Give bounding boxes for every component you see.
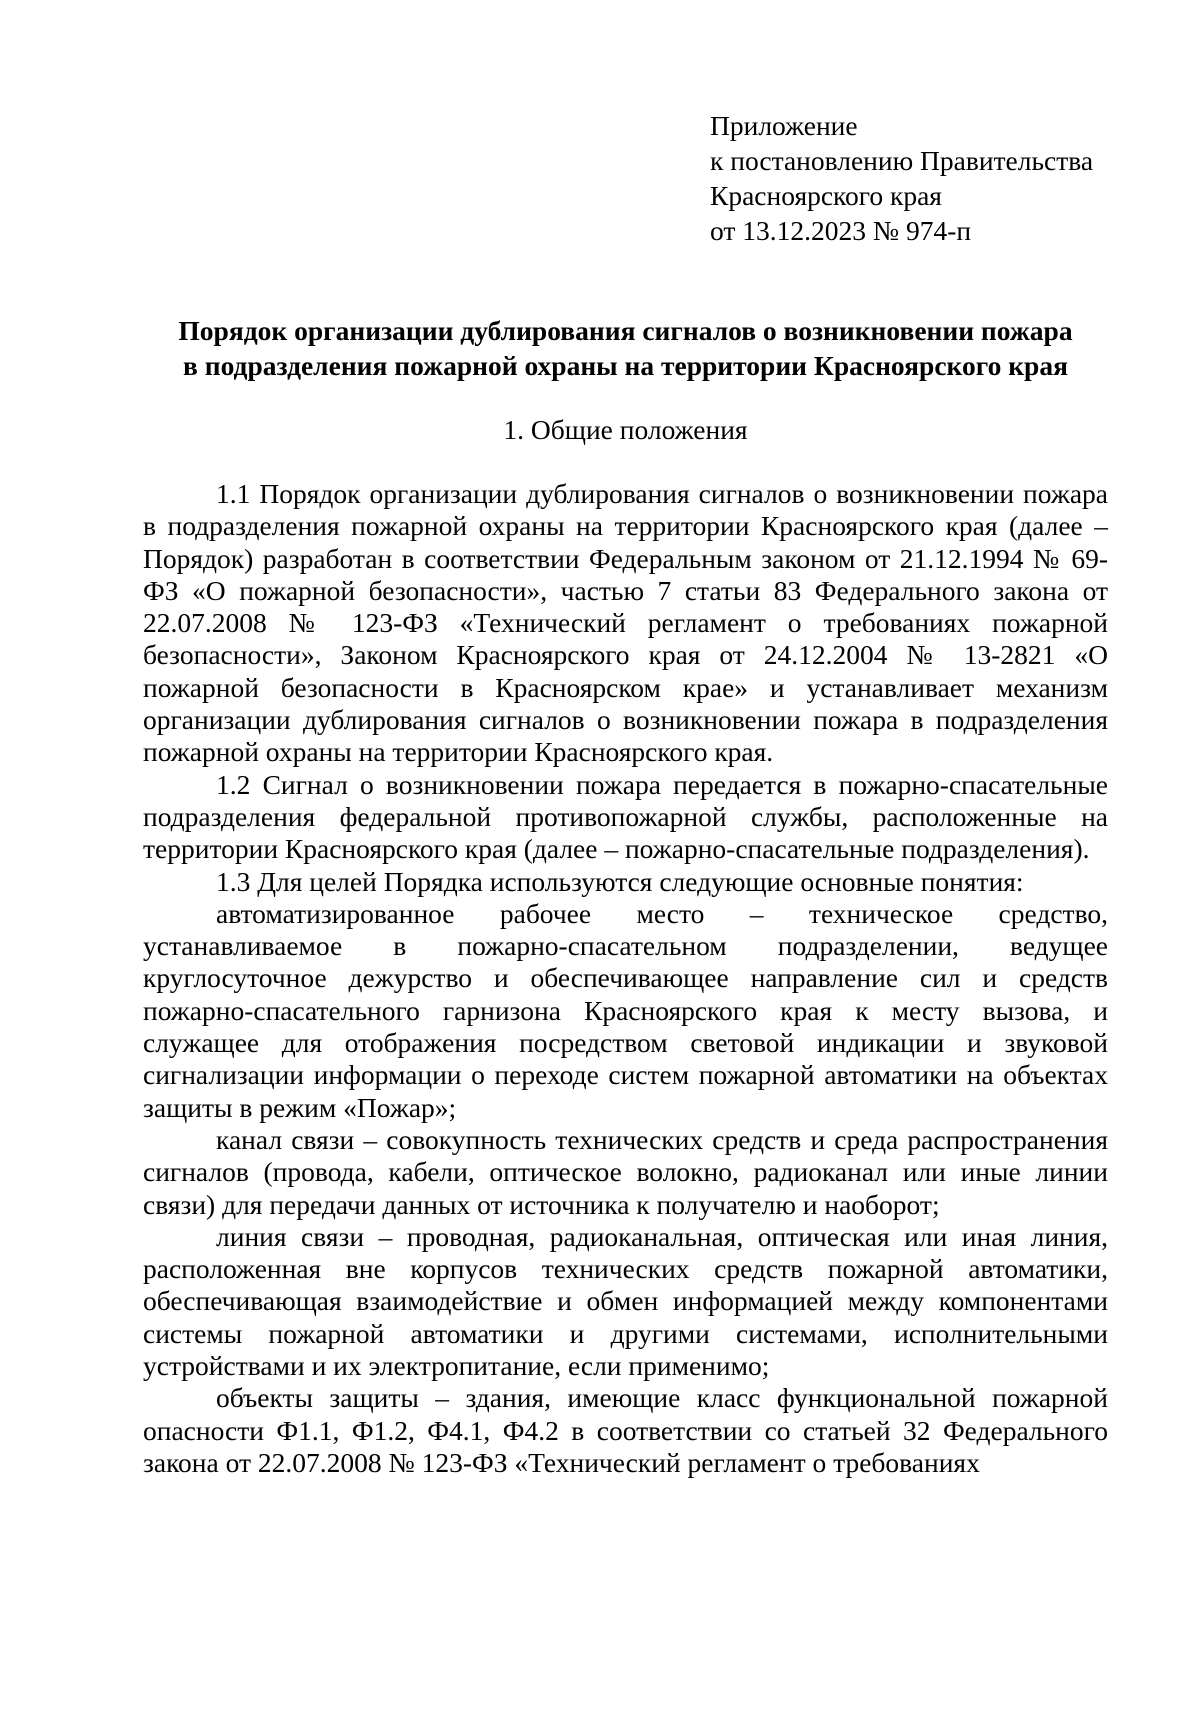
title-line: Порядок организации дублирования сигналов о возникновении пожара: [178, 315, 1073, 346]
document-title: [143, 313, 1108, 383]
definition-objects: объекты защиты – здания, имеющие класс функциональной пожарной опасности Ф1.1, Ф1.2, Ф4.1, Ф4.2 в соответствии со статьей 32 Федерального закона от 22.07.2008 № 123-ФЗ «Технический регламент о требованиях: [143, 1382, 1108, 1478]
section-heading: 1. Общие положения: [503, 414, 748, 445]
definition-channel: канал связи – совокупность технических средств и среда распространения сигналов (провода, кабели, оптическое волокно, радиоканал или иные линии связи) для передачи данных от источника к получателю и наоборот;: [143, 1123, 1108, 1220]
paragraph-1-2: 1.2 Сигнал о возникновении пожара передается в пожарно-спасательные подразделения федеральной противопожарной службы, расположенные на территории Красноярского края (далее – пожарно-спасательные подразделения).: [143, 768, 1108, 865]
appendix-line: к постановлению Правительства: [710, 145, 1094, 176]
appendix-header: [710, 108, 1150, 248]
title-line: в подразделения пожарной охраны на территории Красноярского края: [183, 350, 1068, 381]
appendix-line: Приложение: [710, 110, 858, 141]
document-body: [143, 478, 1108, 1479]
definition-workstation: автоматизированное рабочее место – техническое средство, устанавливаемое в пожарно-спасательном подразделении, ведущее круглосуточное дежурство и обеспечивающее направление сил и средств пожарно-спасательного гарнизона Красноярского края к месту вызова, и служащее для отображения посредством световой индикации и звуковой сигнализации информации о переходе систем пожарной автоматики на объектах защиты в режим «Пожар»;: [143, 897, 1108, 1123]
paragraph-1-3: 1.3 Для целей Порядка используются следующие основные понятия:: [216, 865, 1024, 897]
appendix-date-number: от 13.12.2023 № 974-п: [710, 215, 972, 246]
definition-line: линия связи – проводная, радиоканальная, оптическая или иная линия, расположенная вне корпусов технических средств пожарной автоматики, обеспечивающая взаимодействие и обмен информацией между компонентами системы пожарной автоматики и другими системами, исполнительными устройствами и их электропитание, если применимо;: [143, 1220, 1108, 1382]
paragraph-1-1: 1.1 Порядок организации дублирования сигналов о возникновении пожара в подразделения пожарной охраны на территории Красноярского края (далее – Порядок) разработан в соответствии Федеральным законом от 21.12.1994 № 69-ФЗ «О пожарной безопасности», частью 7 статьи 83 Федерального закона от 22.07.2008 № 123-ФЗ «Технический регламент о требованиях пожарной безопасности», Законом Красноярского края от 24.12.2004 № 13-2821 «О пожарной безопасности в Красноярском крае» и устанавливает механизм организации дублирования сигналов о возникновении пожара в подразделения пожарной охраны на территории Красноярского края.: [143, 478, 1108, 768]
appendix-line: Красноярского края: [710, 180, 942, 211]
